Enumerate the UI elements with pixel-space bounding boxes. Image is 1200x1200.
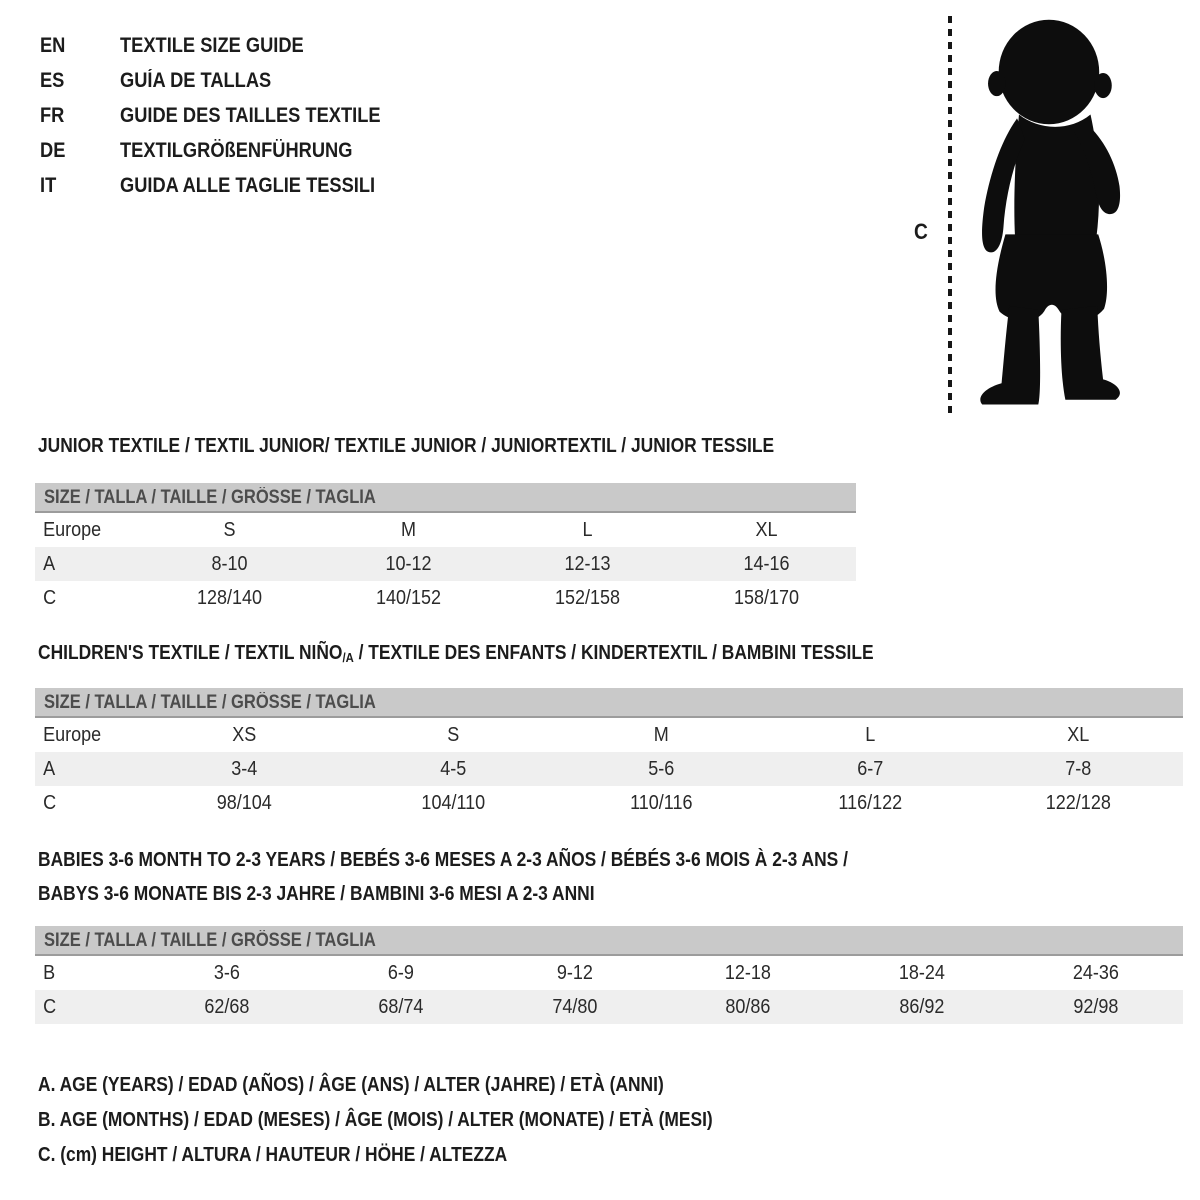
lang-row-it [40,168,419,203]
babies-section-title [38,843,969,911]
children-row-age [35,752,1183,786]
table-cell: M [400,518,416,541]
lang-code-en: EN [40,34,66,57]
measurement-legend [38,1068,814,1173]
table-cell: 24-36 [1073,961,1120,984]
junior-row-height [35,581,856,615]
size-header-label: SIZE / TALLA / TAILLE / GRÖSSE / TAGLIA [44,692,376,713]
lang-code-it: IT [40,174,57,197]
children-row-europe [35,718,1183,752]
children-section-title [38,641,998,667]
table-cell: XL [1067,723,1090,746]
junior-row-age [35,547,856,581]
babies-size-header-bar [35,926,1183,956]
row-label: C [43,995,57,1018]
table-cell: L [865,723,876,746]
babies-row-height [35,990,1183,1024]
table-cell: 152/158 [554,586,621,609]
legend-age-months: B. AGE (MONTHS) / EDAD (MESES) / ÂGE (MOIS) / ALTER (MONATE) / ETÀ (MESI) [38,1109,713,1131]
lang-title-es: GUÍA DE TALLAS [120,69,272,92]
lang-title-it: GUIDA ALLE TAGLIE TESSILI [120,174,376,197]
table-cell: 14-16 [743,552,790,575]
table-cell: 128/140 [196,586,263,609]
lang-title-de: TEXTILGRÖßENFÜHRUNG [120,139,353,162]
legend-height-cm: C. (cm) HEIGHT / ALTURA / HAUTEUR / HÖHE / ALTEZZA [38,1144,508,1166]
junior-row-europe [35,513,856,547]
table-cell: 116/122 [838,791,902,814]
junior-size-table [35,483,856,615]
language-title-list [40,28,419,203]
table-cell: 3-4 [231,757,258,780]
row-label: C [43,791,57,814]
table-cell: 3-6 [213,961,240,984]
table-cell: 6-7 [857,757,884,780]
height-measure-label: C [914,219,928,244]
table-cell: 68/74 [378,995,424,1018]
table-cell: S [446,723,459,746]
table-cell: 12-13 [564,552,611,575]
row-label: Europe [43,518,102,541]
table-cell: 98/104 [216,791,272,814]
children-section-title-text [38,641,874,667]
babies-row-months [35,956,1183,990]
table-cell: 74/80 [552,995,598,1018]
junior-section-title [38,434,884,458]
lang-code-de: DE [40,139,66,162]
table-cell: 7-8 [1065,757,1092,780]
table-cell: 8-10 [211,552,248,575]
legend-age-years: A. AGE (YEARS) / EDAD (AÑOS) / ÂGE (ANS) / ALTER (JAHRE) / ETÀ (ANNI) [38,1074,664,1096]
table-cell: S [223,518,236,541]
table-cell: 158/170 [733,586,800,609]
table-cell: 5-6 [648,757,675,780]
table-cell: 92/98 [1073,995,1119,1018]
table-cell: 6-9 [387,961,414,984]
table-cell: 86/92 [899,995,945,1018]
lang-row-de [40,133,419,168]
table-cell: L [582,518,593,541]
row-label: Europe [43,723,102,746]
table-cell: 110/116 [630,791,693,814]
junior-size-header-bar [35,483,856,513]
table-cell: 18-24 [899,961,946,984]
lang-title-fr: GUIDE DES TAILLES TEXTILE [120,104,381,127]
lang-code-es: ES [40,69,65,92]
children-title-pre: CHILDREN'S TEXTILE / TEXTIL NIÑO [38,642,343,664]
table-cell: 122/128 [1046,791,1112,814]
toddler-silhouette-icon [952,14,1142,420]
size-header-label: SIZE / TALLA / TAILLE / GRÖSSE / TAGLIA [44,487,376,508]
table-cell: 12-18 [725,961,772,984]
table-cell: 4-5 [439,757,466,780]
table-cell: 9-12 [556,961,593,984]
children-title-subscript: /A [342,650,354,665]
row-label: A [43,552,56,575]
children-size-table [35,688,1183,820]
table-cell: 104/110 [421,791,485,814]
table-cell: M [653,723,669,746]
row-label: A [43,757,56,780]
table-cell: 10-12 [385,552,432,575]
table-cell: 62/68 [204,995,250,1018]
lang-row-es [40,63,419,98]
lang-row-fr [40,98,419,133]
babies-title-line2: BABYS 3-6 MONATE BIS 2-3 JAHRE / BAMBINI 3-6 MESI A 2-3 ANNI [38,883,595,905]
row-label: C [43,586,57,609]
size-header-label: SIZE / TALLA / TAILLE / GRÖSSE / TAGLIA [44,930,376,951]
table-cell: XL [755,518,778,541]
children-title-post: / TEXTILE DES ENFANTS / KINDERTEXTIL / BAMBINI TESSILE [353,642,874,664]
children-row-height [35,786,1183,820]
junior-section-title-text: JUNIOR TEXTILE / TEXTIL JUNIOR/ TEXTILE JUNIOR / JUNIORTEXTIL / JUNIOR TESSILE [38,435,775,457]
children-size-header-bar [35,688,1183,718]
lang-code-fr: FR [40,104,65,127]
babies-title-line1: BABIES 3-6 MONTH TO 2-3 YEARS / BEBÉS 3-6 MESES A 2-3 AÑOS / BÉBÉS 3-6 MOIS À 2-3 ANS / [38,849,848,871]
lang-title-en: TEXTILE SIZE GUIDE [120,34,304,57]
babies-size-table [35,926,1183,1024]
table-cell: XS [232,723,257,746]
table-cell: 140/152 [375,586,442,609]
row-label: B [43,961,56,984]
table-cell: 80/86 [725,995,771,1018]
lang-row-en [40,28,419,63]
